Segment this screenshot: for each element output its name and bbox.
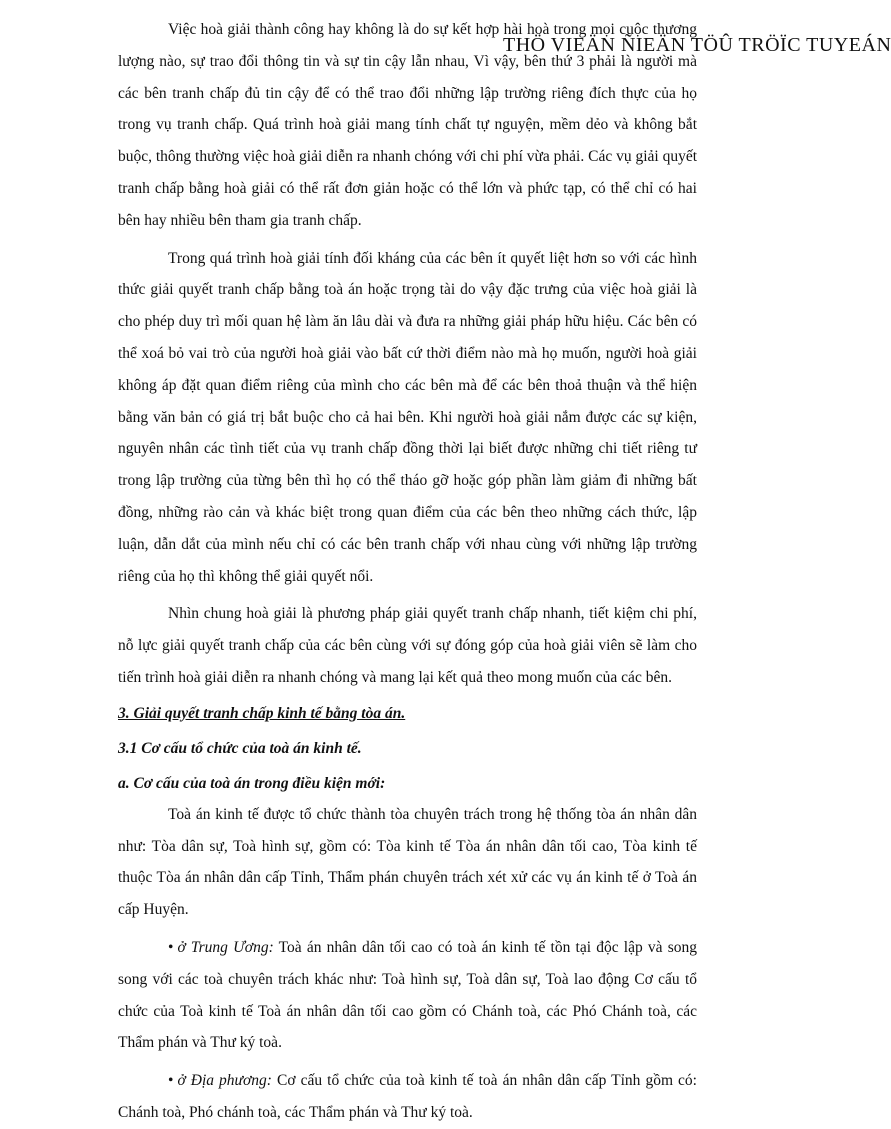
section-heading-a: a. Cơ cấu của toà án trong điều kiện mới: [118, 774, 386, 792]
bullet-label: ở Trung Ương: [177, 938, 274, 956]
bullet-icon: • [168, 938, 174, 956]
section-heading-3: 3. Giải quyết tranh chấp kinh tế bằng tòa án. [118, 704, 406, 722]
document-body [118, 14, 697, 1129]
bullet-central-level [118, 932, 697, 1059]
bullet-label: ở Địa phương: [177, 1072, 272, 1090]
bullet-icon: • [168, 1072, 174, 1090]
paragraph-court-structure: Toà án kinh tế được tổ chức thành tòa chuyên trách trong hệ thống tòa án nhân dân như: Tòa dân sự, Toà hình sự, gồm có: Tòa kinh tế Tòa án nhân dân tối cao, Tòa kinh tế thuộc Tòa án nhân dân cấp Tỉnh, Thẩm phán chuyên trách xét xử các vụ án kinh tế ở Toà án cấp Huyện. [118, 805, 697, 919]
bullet-text: Cơ cấu tổ chức của toà kinh tế toà án nhân dân cấp Tỉnh gồm có: Chánh toà, Phó chánh toà, các Thẩm phán và Thư ký toà. [118, 1072, 697, 1121]
bullet-local-level [118, 1065, 697, 1129]
section-heading-3-1: 3.1 Cơ cấu tổ chức của toà án kinh tế. [118, 739, 362, 757]
paragraph-mediation-process: Trong quá trình hoà giải tính đối kháng của các bên ít quyết liệt hơn so với các hình thức giải quyết tranh chấp bằng toà án hoặc trọng tài do vậy đặc trưng của việc hoà giải là cho phép duy trì mối quan hệ làm ăn lâu dài và đưa ra những giải pháp hữu hiệu. Các bên có thể xoá bỏ vai trò của người hoà giải vào bất cứ thời điểm nào mà họ muốn, người hoà giải không áp đặt quan điểm riêng của mình cho các bên mà để các bên thoả thuận và thể hiện bằng văn bản có giá trị bắt buộc cho cả hai bên. Khi người hoà giải nắm được các sự kiện, nguyên nhân các tình tiết của vụ tranh chấp đồng thời lại biết được những chi tiết riêng tư trong lập trường của từng bên thì họ có thể tháo gỡ hoặc góp phần làm giảm đi những bất đồng, những rào cản và khác biệt trong quan điểm của các bên theo những cách thức, lập luận, dẫn dắt của mình nếu chỉ có các bên tranh chấp với nhau cùng với những lập trường riêng của họ thì không thể giải quyết nổi. [118, 249, 697, 585]
library-watermark: THÖ VIEÄN ÑIEÄN TÖÛ TRÖÏC TUYEÁN [503, 34, 891, 56]
bullet-text: Toà án nhân dân tối cao có toà án kinh tế tồn tại độc lập và song song với các toà chuyên trách khác như: Toà hình sự, Toà dân sự, Toà lao động Cơ cấu tổ chức của Toà kinh tế Toà án nhân dân tối cao gồm có Chánh toà, các Phó Chánh toà, các Thẩm phán và Thư ký toà. [118, 938, 697, 1052]
paragraph-mediation-summary: Nhìn chung hoà giải là phương pháp giải quyết tranh chấp nhanh, tiết kiệm chi phí, nỗ lực giải quyết tranh chấp của các bên cùng với sự đóng góp của hoà giải viên sẽ làm cho tiến trình hoà giải diễn ra nhanh chóng và mang lại kết quả theo mong muốn của các bên. [118, 605, 697, 686]
paragraph-mediation-success: Việc hoà giải thành công hay không là do sự kết hợp hài hoà trong mọi cuộc thương lượng nào, sự trao đổi thông tin và sự tin cậy lẫn nhau, Vì vậy, bên thứ 3 phải là người mà các bên tranh chấp đủ tin cậy để có thể trao đổi những lập trường riêng đích thực của họ trong vụ tranh chấp. Quá trình hoà giải mang tính chất tự nguyện, mềm dẻo và không bắt buộc, thông thường việc hoà giải diễn ra nhanh chóng với chi phí vừa phải. Các vụ giải quyết tranh chấp bằng hoà giải có thể rất đơn giản hoặc có thể lớn và phức tạp, có thể chỉ có hai bên hay nhiều bên tham gia tranh chấp. [118, 21, 698, 229]
